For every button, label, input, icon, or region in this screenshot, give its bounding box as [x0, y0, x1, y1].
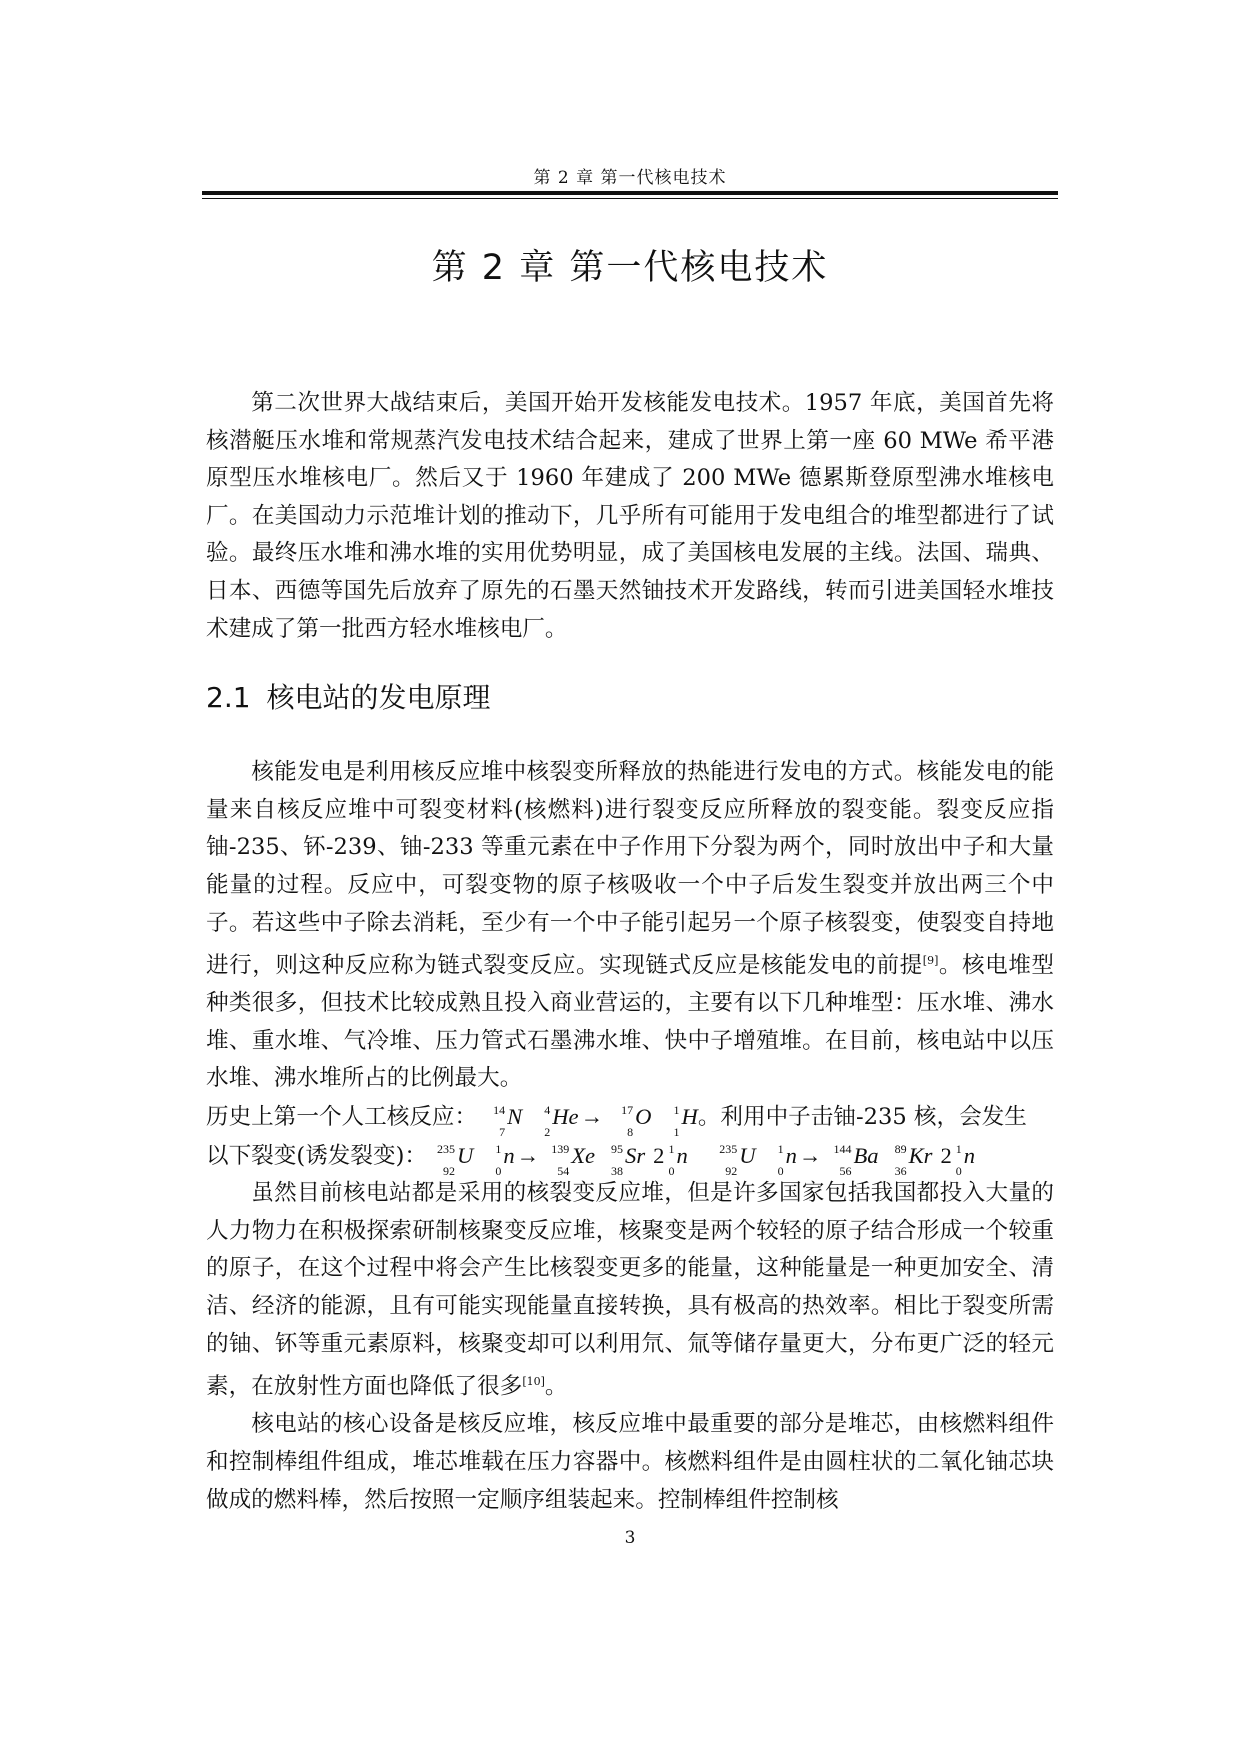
nuclide-neutron: 1 0 n: [777, 1141, 797, 1178]
fission-equation-ba-kr: [709, 1141, 976, 1178]
section-heading: [206, 668, 1054, 728]
equation-suffix: 。利用中子击铀-235 核，会发生: [697, 1104, 1027, 1131]
nuclide-neutron: 1 0 n: [955, 1141, 976, 1178]
equation-prefix: 以下裂变(诱发裂变)：: [206, 1142, 427, 1169]
nuclide-u235: 235 92 U: [719, 1141, 756, 1178]
nuclear-reaction-equation: [477, 1103, 698, 1140]
reaction-arrow: →: [580, 1104, 604, 1130]
page-body: [206, 385, 1054, 1519]
intro-paragraph: 第二次世界大战结束后，美国开始开发核能发电技术。1957 年底，美国首先将核潜艇压水堆和常规蒸汽发电技术结合起来，建成了世界上第一座 60 MWe 希平港原型压水堆核电厂。然后又于 1960 年建成了 200 MWe 德累斯登原型沸水堆核电厂。在美国动力示范堆计划的推动下，几乎所有可能用于发电组合的堆型都进行了试验。最终压水堆和沸水堆的实用优势明显，成了美国核电发展的主线。法国、瑞典、日本、西德等国先后放弃了原先的石墨天然铀技术开发路线，转而引进美国轻水堆技术建成了第一批西方轻水堆核电厂。: [206, 390, 1054, 642]
nuclide-sr95: 95 38 Sr: [611, 1141, 646, 1178]
nuclide-neutron: 1 0 n: [668, 1141, 688, 1178]
equation-line-2: [206, 1137, 1054, 1176]
paragraph-fusion: [206, 1175, 1054, 1406]
paragraph-text: 虽然目前核电站都是采用的核裂变反应堆，但是许多国家包括我国都投入大量的人力物力在积极探索研制核聚变反应堆，核聚变是两个较轻的原子结合形成一个较重的原子，在这个过程中将会产生比核裂变更多的能量，这种能量是一种更加安全、清洁、经济的能源，且有可能实现能量直接转换，具有极高的热效率。相比于裂变所需的铀、钚等重元素原料，核聚变却可以利用氘、氚等储存量更大，分布更广泛的轻元素，在放射性方面也降低了很多: [206, 1180, 1054, 1400]
neutron-coefficient: 2: [940, 1142, 952, 1168]
equation-line-1: [206, 1098, 1054, 1140]
nuclide-n14: 14 7 N: [493, 1103, 523, 1140]
nuclide-xe139: 139 54 Xe: [551, 1141, 596, 1178]
neutron-coefficient: 2: [653, 1142, 665, 1168]
paragraph-text: 核能发电是利用核反应堆中核裂变所释放的热能进行发电的方式。核能发电的能量来自核反应堆中可裂变材料(核燃料)进行裂变反应所释放的裂变能。裂变反应指铀-235、钚-239、铀-233 等重元素在中子作用下分裂为两个，同时放出中子和大量能量的过程。反应中，可裂变物的原子核吸收一个中子后发生裂变并放出两三个中子。若这些中子除去消耗，至少有一个中子能引起另一个原子核裂变，使裂变自持地进行，则这种反应称为链式裂变反应。实现链式反应是核能发电的前提: [206, 759, 1054, 979]
chapter-title: 第 2 章 第一代核电技术: [431, 248, 829, 288]
citation: [10]: [522, 1375, 545, 1389]
nuclide-neutron: 1 0 n: [495, 1141, 515, 1178]
nuclide-ba144: 144 56 Ba: [833, 1141, 879, 1178]
paragraph-text: 。: [544, 1373, 568, 1400]
fission-equation-xe-sr: [427, 1141, 688, 1178]
nuclide-h1: 1 1 H: [673, 1103, 698, 1140]
nuclide-kr89: 89 36 Kr: [894, 1141, 933, 1178]
paragraph-principle: [206, 754, 1054, 1098]
running-head: 第 2 章 第一代核电技术: [533, 168, 727, 188]
header-rule-thin: [202, 198, 1058, 199]
reaction-arrow: →: [516, 1142, 540, 1168]
page-number: 3: [624, 1528, 636, 1548]
paragraph-reactor-core: 核电站的核心设备是核反应堆，核反应堆中最重要的部分是堆芯，由核燃料组件和控制棒组件组成，堆芯堆载在压力容器中。核燃料组件是由圆柱状的二氧化铀芯块做成的燃料棒，然后按照一定顺序组装起来。控制棒组件控制核: [206, 1411, 1054, 1513]
nuclide-o17: 17 8 O: [621, 1103, 652, 1140]
nuclide-u235: 235 92 U: [436, 1141, 474, 1178]
citation: [9]: [922, 954, 939, 968]
equation-prefix: 历史上第一个人工核反应：: [206, 1104, 478, 1131]
paragraph-text: 。核电堆型种类很多，但技术比较成熟且投入商业营运的，主要有以下几种堆型：压水堆、沸水堆、重水堆、气冷堆、压力管式石墨沸水堆、快中子增殖堆。在目前，核电站中以压水堆、沸水堆所占的比例最大。: [206, 952, 1055, 1092]
section-number: 2.1: [206, 681, 251, 715]
nuclide-he4: 4 2 He: [544, 1103, 579, 1140]
section-title: 核电站的发电原理: [266, 681, 491, 715]
reaction-arrow: →: [798, 1142, 822, 1168]
header-rule-thick: [202, 191, 1058, 195]
